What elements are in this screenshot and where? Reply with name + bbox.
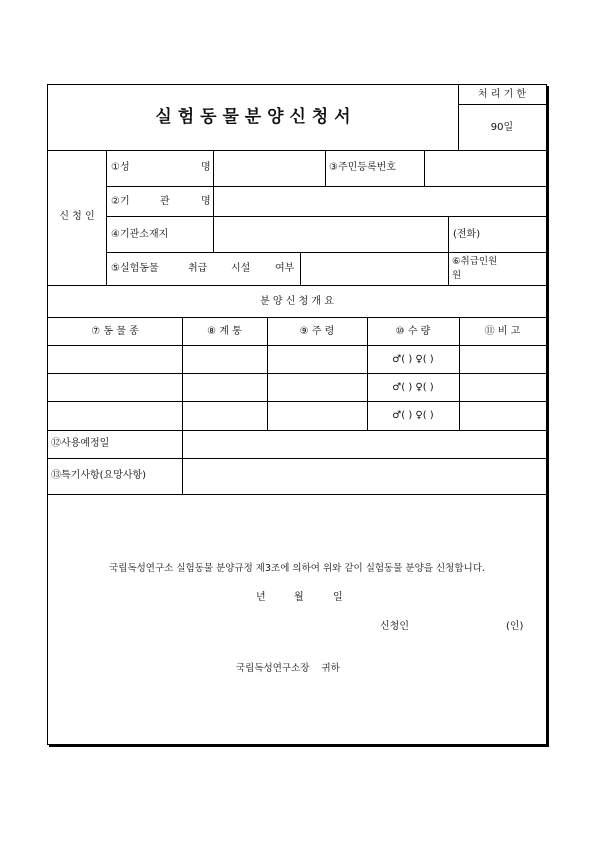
rule-data-row-2 xyxy=(48,401,546,402)
rule-below-overview-title xyxy=(48,317,546,318)
facility-field[interactable] xyxy=(301,253,447,285)
column-header-remarks: ⑪ 비 고 xyxy=(484,326,521,337)
deadline-label: 처 리 기 한 xyxy=(477,89,527,100)
form-title: 실 험 동 물 분 양 신 청 서 xyxy=(155,107,351,127)
facility-label-a: ⑤실험동물 xyxy=(111,263,159,274)
id-number-label: ③주민등록번호 xyxy=(329,162,396,173)
seal-mark: (인) xyxy=(506,621,524,632)
org-name-field[interactable] xyxy=(214,187,545,216)
column-header-age: ⑨ 주 령 xyxy=(299,326,335,337)
applicant-section-label: 신 청 인 xyxy=(59,211,95,222)
column-header-quantity: ⑩ 수 량 xyxy=(395,326,431,337)
rule-data-row-1 xyxy=(48,373,546,374)
facility-label-c: 시설 xyxy=(231,263,251,274)
date-year: 년 xyxy=(256,592,266,603)
name-label-tail: 명 xyxy=(201,162,211,173)
rule-phone-left xyxy=(448,216,449,253)
handlers-label-b: 원 xyxy=(452,270,462,281)
facility-label-b: 취급 xyxy=(188,263,208,274)
handlers-label-a: ⑥취급인원 xyxy=(452,256,498,267)
usage-date-label: ⑫사용예정일 xyxy=(51,438,110,449)
name-label: ①성 xyxy=(111,162,130,173)
quantity-cell-row-1[interactable]: ♂( ) ♀( ) xyxy=(392,354,434,365)
column-header-species: ⑦ 동 물 종 xyxy=(91,326,139,337)
org-label: ②기 xyxy=(111,196,130,207)
overview-section-label: 분 양 신 청 개 요 xyxy=(260,296,334,307)
rule-title-deadline-divider xyxy=(458,104,546,105)
rule-below-applicant xyxy=(48,285,546,286)
id-number-field[interactable] xyxy=(425,151,545,186)
rule-special-notes xyxy=(48,494,546,495)
quantity-cell-row-3[interactable]: ♂( ) ♀( ) xyxy=(392,410,434,421)
quantity-cell-row-2[interactable]: ♂( ) ♀( ) xyxy=(392,382,434,393)
applicant-signature-label: 신청인 xyxy=(380,621,409,632)
rule-applicant-section xyxy=(106,150,107,286)
rule-id-label-left xyxy=(325,150,326,187)
phone-label: (전화) xyxy=(453,229,481,240)
special-notes-field[interactable] xyxy=(183,459,545,494)
org-label-tail: 명 xyxy=(201,196,211,207)
date-day: 일 xyxy=(333,592,343,603)
org-label-mid: 관 xyxy=(160,196,170,207)
address-label: ④기관소재지 xyxy=(111,229,169,240)
column-header-strain: ⑧ 계 통 xyxy=(207,326,242,337)
facility-label-d: 여부 xyxy=(275,263,295,274)
date-month: 월 xyxy=(294,592,304,603)
addressee: 국립독성연구소장 귀하 xyxy=(236,663,340,674)
deadline-value: 90일 xyxy=(490,122,514,133)
usage-date-field[interactable] xyxy=(183,431,545,458)
address-field[interactable] xyxy=(214,217,447,252)
special-notes-label: ⑬특기사항(요망사항) xyxy=(51,470,147,481)
rule-below-headers xyxy=(48,345,546,346)
name-field[interactable] xyxy=(214,151,324,186)
rule-handlers-left xyxy=(448,252,449,286)
declaration-statement: 국립독성연구소 실험동물 분양규정 제3조에 의하여 위와 같이 실험동물 분양을 신청합니다. xyxy=(109,563,485,574)
